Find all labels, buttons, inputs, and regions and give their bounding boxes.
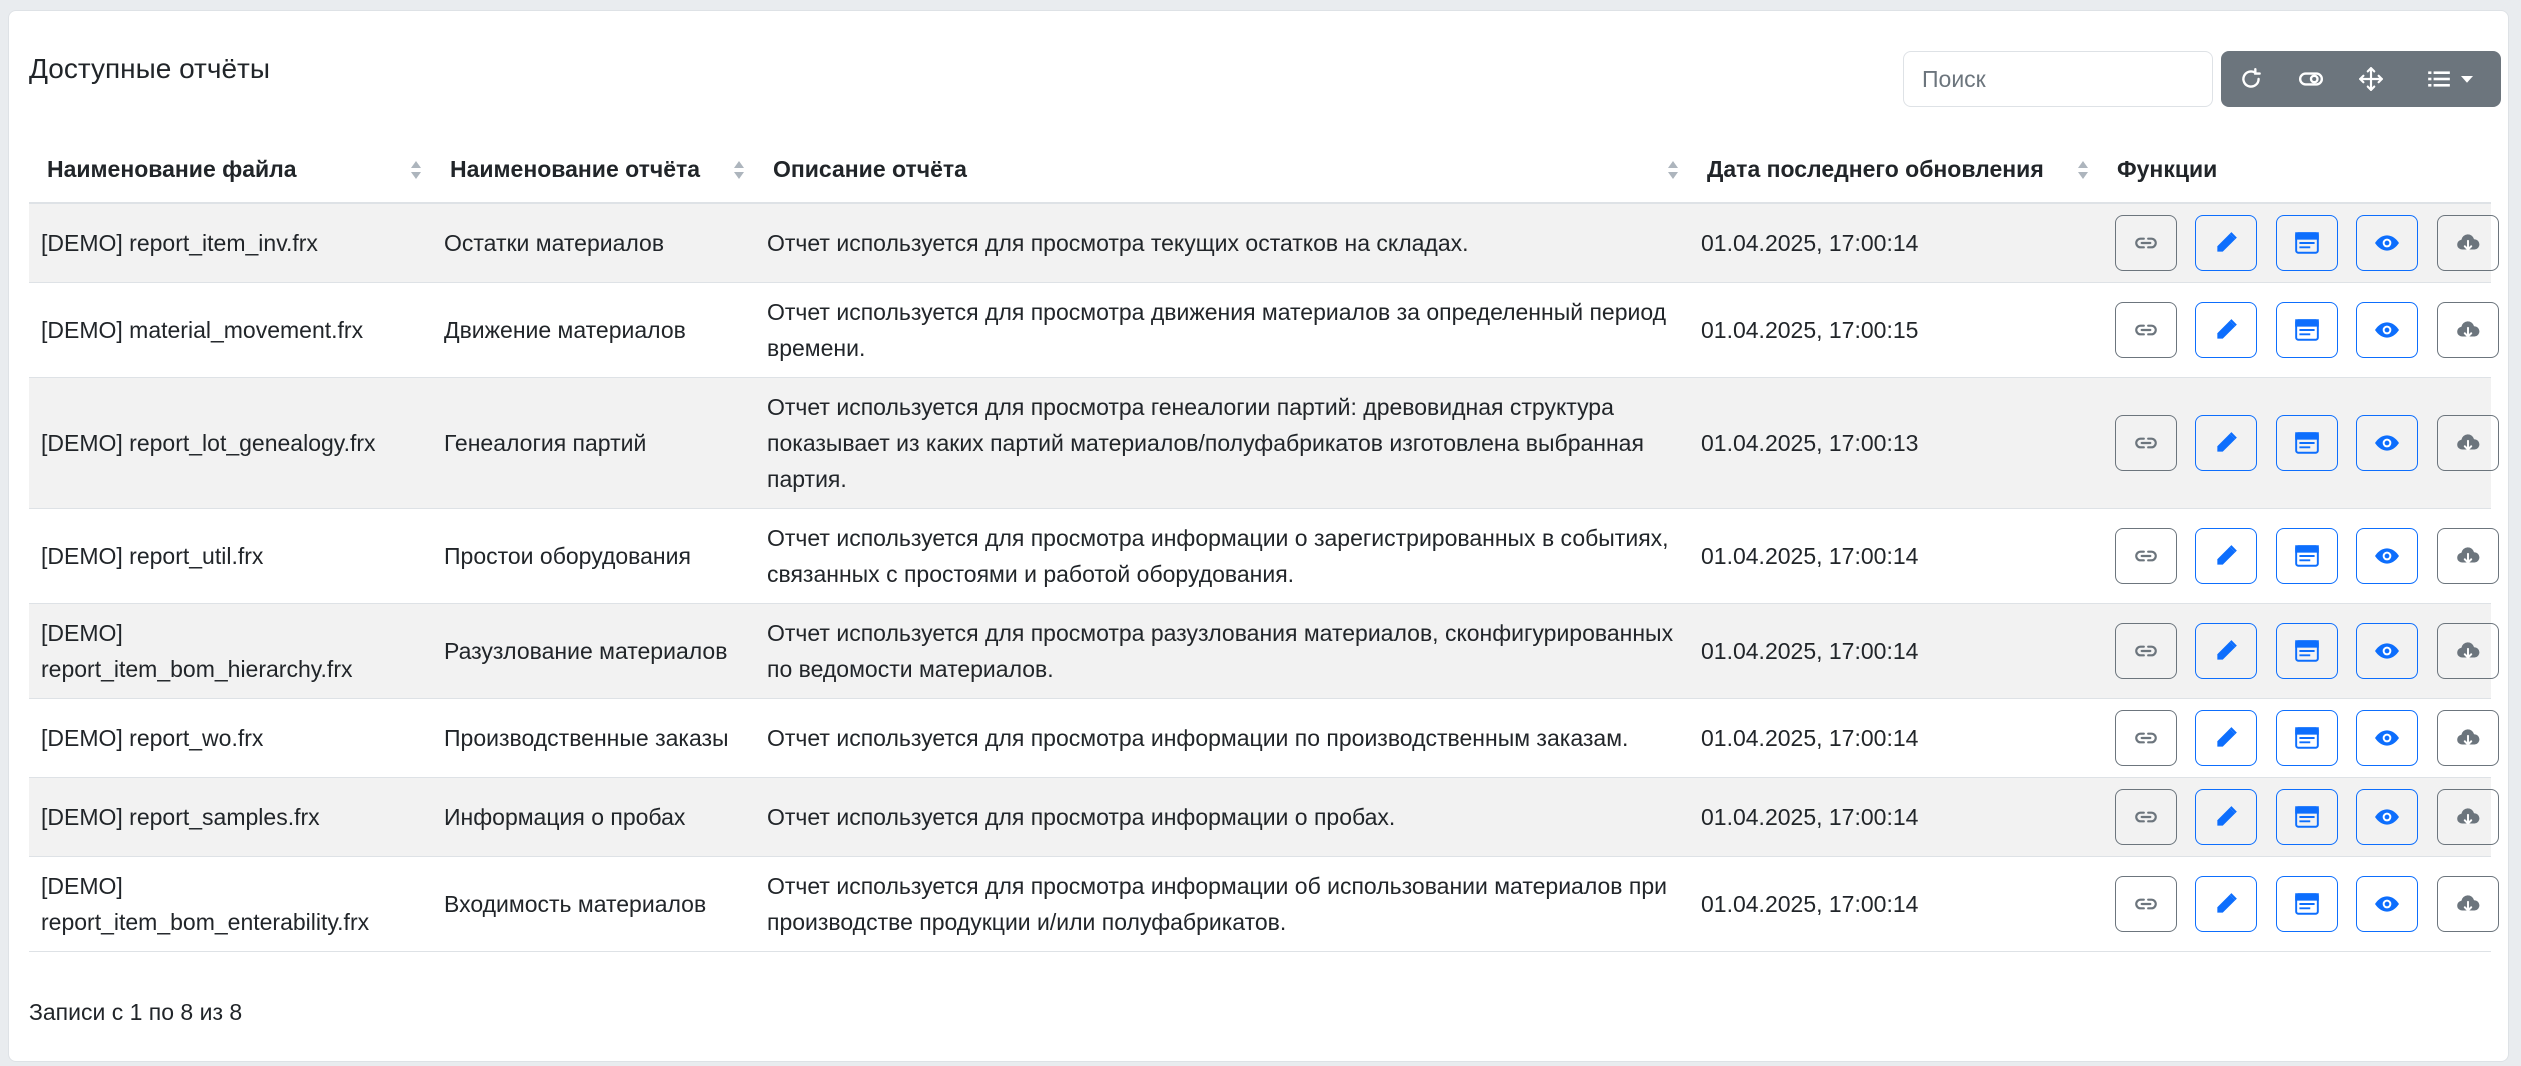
cell-description: Отчет используется для просмотра генеалогии партий: древовидная структура показывает из каких партий материалов/полуфабрикатов изготовлена выбранная партия. — [755, 378, 1689, 509]
cloud-download-icon — [2455, 891, 2481, 917]
edit-pencil-icon — [2213, 230, 2239, 256]
sort-icon — [733, 158, 745, 182]
cell-description: Отчет используется для просмотра информации по производственным заказам. — [755, 699, 1689, 778]
cell-updated: 01.04.2025, 17:00:14 — [1689, 509, 2099, 604]
copy-link-button[interactable] — [2115, 623, 2177, 679]
pagination-info: Записи с 1 по 8 из 8 — [29, 999, 243, 1025]
details-button[interactable] — [2276, 789, 2338, 845]
link-icon — [2133, 543, 2159, 569]
column-header-updated[interactable]: Дата последнего обновления — [1689, 137, 2099, 203]
cell-updated: 01.04.2025, 17:00:15 — [1689, 283, 2099, 378]
details-button[interactable] — [2276, 302, 2338, 358]
cell-functions — [2099, 778, 2491, 857]
edit-button[interactable] — [2195, 876, 2257, 932]
cell-functions — [2099, 203, 2491, 283]
edit-button[interactable] — [2195, 302, 2257, 358]
cell-file: [DEMO] material_movement.frx — [29, 283, 432, 378]
cloud-download-icon — [2455, 317, 2481, 343]
cell-updated: 01.04.2025, 17:00:14 — [1689, 699, 2099, 778]
edit-button[interactable] — [2195, 710, 2257, 766]
copy-link-button[interactable] — [2115, 415, 2177, 471]
table-row — [29, 378, 2491, 509]
link-icon — [2133, 430, 2159, 456]
download-button[interactable] — [2437, 302, 2499, 358]
preview-button[interactable] — [2356, 528, 2418, 584]
reports-card — [8, 10, 2509, 1062]
cell-functions — [2099, 699, 2491, 778]
cell-report-name: Разузлование материалов — [432, 604, 755, 699]
edit-button[interactable] — [2195, 623, 2257, 679]
preview-button[interactable] — [2356, 302, 2418, 358]
cell-updated: 01.04.2025, 17:00:14 — [1689, 857, 2099, 952]
preview-button[interactable] — [2356, 215, 2418, 271]
link-icon — [2133, 317, 2159, 343]
copy-link-button[interactable] — [2115, 302, 2177, 358]
copy-link-button[interactable] — [2115, 710, 2177, 766]
column-header-functions: Функции — [2099, 137, 2491, 203]
cell-description: Отчет используется для просмотра информации об использовании материалов при производстве продукции и/или полуфабрикатов. — [755, 857, 1689, 952]
cell-updated: 01.04.2025, 17:00:14 — [1689, 203, 2099, 283]
column-header-name[interactable]: Наименование отчёта — [432, 137, 755, 203]
cell-description: Отчет используется для просмотра информации о зарегистрированных в событиях, связанных с простоями и работой оборудования. — [755, 509, 1689, 604]
refresh-icon — [2238, 66, 2264, 92]
card-list-icon — [2294, 430, 2320, 456]
fullscreen-button[interactable] — [2341, 51, 2401, 107]
cell-report-name: Простои оборудования — [432, 509, 755, 604]
link-icon — [2133, 230, 2159, 256]
cell-report-name: Остатки материалов — [432, 203, 755, 283]
eye-icon — [2374, 430, 2400, 456]
toggle-icon — [2298, 66, 2324, 92]
cloud-download-icon — [2455, 543, 2481, 569]
columns-dropdown-button[interactable] — [2401, 51, 2501, 107]
cell-description: Отчет используется для просмотра информации о пробах. — [755, 778, 1689, 857]
cell-functions — [2099, 857, 2491, 952]
cell-file: [DEMO] report_item_inv.frx — [29, 203, 432, 283]
column-header-description[interactable]: Описание отчёта — [755, 137, 1689, 203]
cell-description: Отчет используется для просмотра разузлования материалов, сконфигурированных по ведомости материалов. — [755, 604, 1689, 699]
card-list-icon — [2294, 891, 2320, 917]
card-list-icon — [2294, 804, 2320, 830]
details-button[interactable] — [2276, 215, 2338, 271]
cloud-download-icon — [2455, 430, 2481, 456]
cell-file: [DEMO] report_samples.frx — [29, 778, 432, 857]
preview-button[interactable] — [2356, 876, 2418, 932]
eye-icon — [2374, 230, 2400, 256]
edit-pencil-icon — [2213, 638, 2239, 664]
link-icon — [2133, 891, 2159, 917]
table-row — [29, 604, 2491, 699]
preview-button[interactable] — [2356, 415, 2418, 471]
column-header-file[interactable]: Наименование файла — [29, 137, 432, 203]
copy-link-button[interactable] — [2115, 215, 2177, 271]
details-button[interactable] — [2276, 623, 2338, 679]
card-list-icon — [2294, 725, 2320, 751]
edit-pencil-icon — [2213, 317, 2239, 343]
cell-functions — [2099, 604, 2491, 699]
preview-button[interactable] — [2356, 623, 2418, 679]
copy-link-button[interactable] — [2115, 876, 2177, 932]
cell-functions — [2099, 283, 2491, 378]
download-button[interactable] — [2437, 710, 2499, 766]
sort-icon — [1667, 158, 1679, 182]
columns-list-icon — [2426, 66, 2452, 92]
edit-pencil-icon — [2213, 725, 2239, 751]
eye-icon — [2374, 543, 2400, 569]
eye-icon — [2374, 891, 2400, 917]
cell-functions — [2099, 509, 2491, 604]
edit-button[interactable] — [2195, 528, 2257, 584]
details-button[interactable] — [2276, 876, 2338, 932]
edit-button[interactable] — [2195, 215, 2257, 271]
cell-updated: 01.04.2025, 17:00:14 — [1689, 604, 2099, 699]
card-list-icon — [2294, 543, 2320, 569]
link-icon — [2133, 725, 2159, 751]
edit-pencil-icon — [2213, 891, 2239, 917]
cell-description: Отчет используется для просмотра текущих остатков на складах. — [755, 203, 1689, 283]
search-input[interactable] — [1903, 51, 2213, 107]
reports-table — [29, 137, 2491, 952]
eye-icon — [2374, 317, 2400, 343]
cell-updated: 01.04.2025, 17:00:13 — [1689, 378, 2099, 509]
sort-icon — [410, 158, 422, 182]
download-button[interactable] — [2437, 215, 2499, 271]
details-button[interactable] — [2276, 710, 2338, 766]
eye-icon — [2374, 725, 2400, 751]
cell-functions — [2099, 378, 2491, 509]
details-button[interactable] — [2276, 528, 2338, 584]
cell-report-name: Информация о пробах — [432, 778, 755, 857]
cell-updated: 01.04.2025, 17:00:14 — [1689, 778, 2099, 857]
table-row — [29, 778, 2491, 857]
cell-file: [DEMO] report_wo.frx — [29, 699, 432, 778]
edit-pencil-icon — [2213, 543, 2239, 569]
download-button[interactable] — [2437, 623, 2499, 679]
card-list-icon — [2294, 638, 2320, 664]
card-list-icon — [2294, 230, 2320, 256]
cell-report-name: Производственные заказы — [432, 699, 755, 778]
cell-report-name: Движение материалов — [432, 283, 755, 378]
table-row — [29, 857, 2491, 952]
card-list-icon — [2294, 317, 2320, 343]
eye-icon — [2374, 804, 2400, 830]
cloud-download-icon — [2455, 230, 2481, 256]
preview-button[interactable] — [2356, 789, 2418, 845]
table-row — [29, 699, 2491, 778]
link-icon — [2133, 804, 2159, 830]
eye-icon — [2374, 638, 2400, 664]
chevron-down-icon — [2458, 66, 2476, 92]
toggle-view-button[interactable] — [2281, 51, 2341, 107]
edit-pencil-icon — [2213, 804, 2239, 830]
table-toolbar — [2221, 51, 2501, 107]
table-header-row — [29, 137, 2491, 203]
copy-link-button[interactable] — [2115, 789, 2177, 845]
cell-file: [DEMO] report_util.frx — [29, 509, 432, 604]
fullscreen-move-icon — [2358, 66, 2384, 92]
cloud-download-icon — [2455, 725, 2481, 751]
table-row — [29, 203, 2491, 283]
table-row — [29, 509, 2491, 604]
refresh-button[interactable] — [2221, 51, 2281, 107]
table-row — [29, 283, 2491, 378]
download-button[interactable] — [2437, 789, 2499, 845]
cloud-download-icon — [2455, 804, 2481, 830]
edit-button[interactable] — [2195, 789, 2257, 845]
download-button[interactable] — [2437, 876, 2499, 932]
cell-file: [DEMO] report_lot_genealogy.frx — [29, 378, 432, 509]
edit-button[interactable] — [2195, 415, 2257, 471]
cell-file: [DEMO] report_item_bom_hierarchy.frx — [29, 604, 432, 699]
sort-icon — [2077, 158, 2089, 182]
copy-link-button[interactable] — [2115, 528, 2177, 584]
cell-report-name: Входимость материалов — [432, 857, 755, 952]
page-title: Доступные отчёты — [29, 53, 270, 84]
preview-button[interactable] — [2356, 710, 2418, 766]
edit-pencil-icon — [2213, 430, 2239, 456]
cell-report-name: Генеалогия партий — [432, 378, 755, 509]
link-icon — [2133, 638, 2159, 664]
cell-file: [DEMO] report_item_bom_enterability.frx — [29, 857, 432, 952]
cloud-download-icon — [2455, 638, 2481, 664]
download-button[interactable] — [2437, 415, 2499, 471]
cell-description: Отчет используется для просмотра движения материалов за определенный период времени. — [755, 283, 1689, 378]
download-button[interactable] — [2437, 528, 2499, 584]
details-button[interactable] — [2276, 415, 2338, 471]
